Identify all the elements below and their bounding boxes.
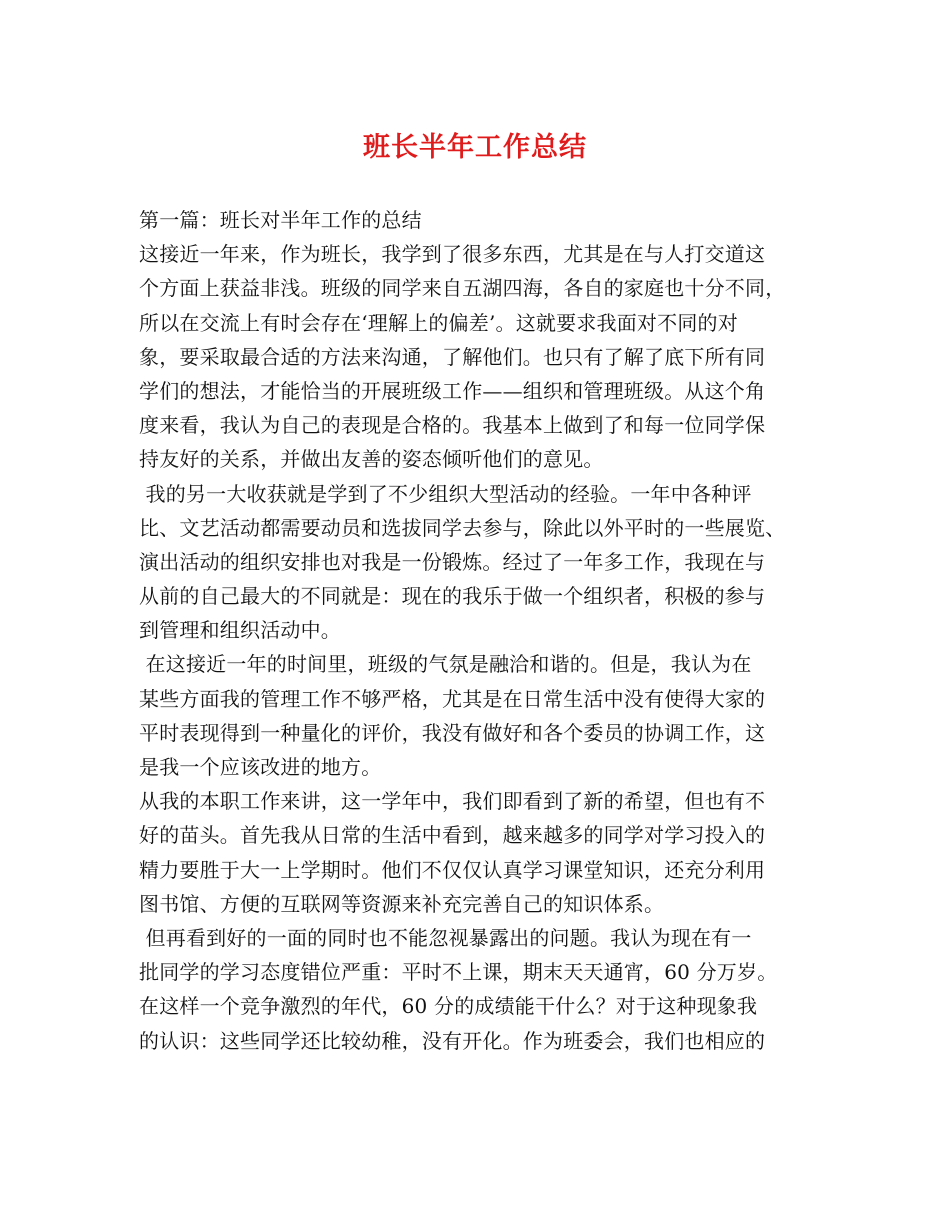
document-body — [139, 203, 829, 1058]
body-line: 到管理和组织活动中。 — [139, 618, 341, 643]
body-line: 从我的本职工作来讲，这一学年中，我们即看到了新的希望，但也有不 — [139, 789, 766, 814]
body-line: 平时表现得到一种量化的评价，我没有做好和各个委员的协调工作，这 — [139, 720, 766, 745]
body-line: 从前的自己最大的不同就是：现在的我乐于做一个组织者，积极的参与 — [139, 584, 766, 609]
body-line: 这接近一年来，作为班长，我学到了很多东西，尤其是在与人打交道这 — [139, 242, 766, 267]
body-line: 批同学的学习态度错位严重：平时不上课，期末天天通宵，60 分万岁。 — [139, 960, 778, 985]
body-line: 学们的想法，才能恰当的开展班级工作——组织和管理班级。从这个角 — [139, 378, 766, 403]
body-line: 演出活动的组织安排也对我是一份锻炼。经过了一年多工作，我现在与 — [139, 549, 766, 574]
body-line: 图书馆、方便的互联网等资源来补充完善自己的知识体系。 — [139, 891, 665, 916]
body-line: 我的另一大收获就是学到了不少组织大型活动的经验。一年中各种评 — [139, 481, 752, 506]
body-line: 好的苗头。首先我从日常的生活中看到，越来越多的同学对学习投入的 — [139, 823, 766, 848]
body-line: 某些方面我的管理工作不够严格，尤其是在日常生活中没有使得大家的 — [139, 686, 766, 711]
body-line: 在这样一个竞争激烈的年代，60 分的成绩能干什么？对于这种现象我 — [139, 994, 758, 1019]
body-line: 但再看到好的一面的同时也不能忽视暴露出的问题。我认为现在有一 — [139, 925, 752, 950]
body-line: 个方面上获益非浅。班级的同学来自五湖四海，各自的家庭也十分不同， — [139, 276, 786, 301]
body-line: 精力要胜于大一上学期时。他们不仅仅认真学习课堂知识，还充分利用 — [139, 857, 766, 882]
body-line: 度来看，我认为自己的表现是合格的。我基本上做到了和每一位同学保 — [139, 413, 766, 438]
body-line: 的认识：这些同学还比较幼稚，没有开化。作为班委会，我们也相应的 — [139, 1028, 766, 1053]
body-line: 持友好的关系，并做出友善的姿态倾听他们的意见。 — [139, 447, 604, 472]
body-line: 是我一个应该改进的地方。 — [139, 755, 382, 779]
document-title: 班长半年工作总结 — [363, 132, 587, 163]
body-line: 比、文艺活动都需要动员和选拔同学去参与，除此以外平时的一些展览、 — [139, 515, 786, 540]
body-line: 第一篇：班长对半年工作的总结 — [139, 208, 422, 232]
body-line: 所以在交流上有时会存在‘理解上的偏差’。这就要求我面对不同的对 — [139, 310, 738, 335]
body-line: 象，要采取最合适的方法来沟通，了解他们。也只有了解了底下所有同 — [139, 344, 766, 369]
body-line: 在这接近一年的时间里，班级的气氛是融洽和谐的。但是，我认为在 — [139, 652, 752, 677]
